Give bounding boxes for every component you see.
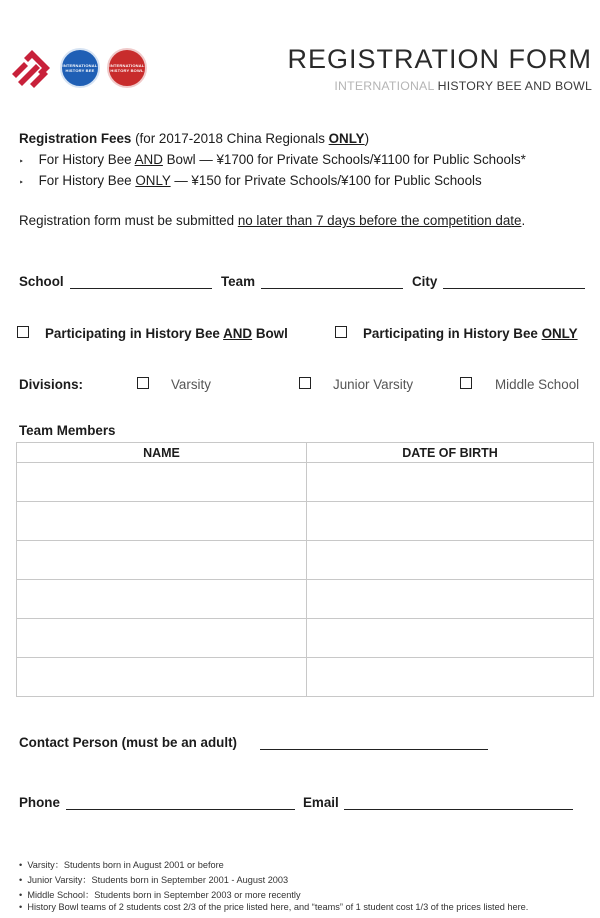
table-row <box>17 658 594 697</box>
contact-person-field[interactable] <box>260 749 488 750</box>
table-row <box>17 580 594 619</box>
name-cell[interactable] <box>17 463 307 502</box>
dob-cell[interactable] <box>307 580 594 619</box>
footnote-varsity: • Varsity：Students born in August 2001 or before <box>19 860 224 870</box>
team-members-heading: Team Members <box>19 423 116 438</box>
bullet-icon: ‣ <box>19 157 24 166</box>
table-row <box>17 541 594 580</box>
dob-cell[interactable] <box>307 619 594 658</box>
dob-cell[interactable] <box>307 541 594 580</box>
bee-and-bowl-checkbox[interactable] <box>17 326 29 338</box>
contact-person-label: Contact Person (must be an adult) <box>19 735 237 750</box>
varsity-label: Varsity <box>171 377 211 392</box>
table-row <box>17 463 594 502</box>
form-title: REGISTRATION FORM <box>287 44 592 74</box>
bee-only-checkbox[interactable] <box>335 326 347 338</box>
dob-cell[interactable] <box>307 463 594 502</box>
divisions-label: Divisions: <box>19 377 83 392</box>
phone-label: Phone <box>19 795 60 810</box>
team-members-table <box>16 442 594 697</box>
varsity-checkbox[interactable] <box>137 377 149 389</box>
bee-and-bowl-label: Participating in History Bee AND Bowl <box>45 326 288 341</box>
deadline-note: Registration form must be submitted no later than 7 days before the competition date. <box>19 213 526 228</box>
school-field[interactable] <box>70 288 212 289</box>
history-bee-seal: INTERNATIONAL HISTORY BEE <box>60 48 100 88</box>
name-cell[interactable] <box>17 541 307 580</box>
history-bowl-seal: INTERNATIONAL HISTORY BOWL <box>107 48 147 88</box>
junior-varsity-checkbox[interactable] <box>299 377 311 389</box>
fee-item-bee-and-bowl: ‣ For History Bee AND Bowl — ¥1700 for Private Schools/¥1100 for Public Schools* <box>19 152 526 167</box>
middle-school-label: Middle School <box>495 377 580 392</box>
dob-cell[interactable] <box>307 658 594 697</box>
name-column-header: NAME <box>17 443 307 463</box>
name-cell[interactable] <box>17 658 307 697</box>
city-field[interactable] <box>443 288 585 289</box>
team-label: Team <box>221 274 255 289</box>
phone-field[interactable] <box>66 809 295 810</box>
dob-column-header: DATE OF BIRTH <box>307 443 594 463</box>
table-row <box>17 619 594 658</box>
team-field[interactable] <box>261 288 403 289</box>
table-row <box>17 502 594 541</box>
email-field[interactable] <box>344 809 573 810</box>
footnote-junior-varsity: • Junior Varsity：Students born in September 2001 - August 2003 <box>19 875 289 885</box>
school-label: School <box>19 274 64 289</box>
city-label: City <box>412 274 438 289</box>
name-cell[interactable] <box>17 580 307 619</box>
middle-school-checkbox[interactable] <box>460 377 472 389</box>
table-header-row <box>17 443 594 463</box>
name-cell[interactable] <box>17 619 307 658</box>
bullet-icon: ‣ <box>19 178 24 187</box>
dob-cell[interactable] <box>307 502 594 541</box>
name-cell[interactable] <box>17 502 307 541</box>
fee-item-bee-only: ‣ For History Bee ONLY — ¥150 for Private Schools/¥100 for Public Schools <box>19 173 482 188</box>
fees-heading: Registration Fees (for 2017-2018 China Regionals ONLY) <box>19 131 370 146</box>
bee-only-label: Participating in History Bee ONLY <box>363 326 578 341</box>
footnote-bowl-pricing: • History Bowl teams of 2 students cost 2/3 of the price listed here, and “teams” of 1 student cost 1/3 of the prices listed here. <box>19 902 529 912</box>
form-subtitle: INTERNATIONAL HISTORY BEE AND BOWL <box>334 79 592 93</box>
email-label: Email <box>303 795 339 810</box>
ihbb-logo-icon <box>10 48 54 88</box>
junior-varsity-label: Junior Varsity <box>333 377 414 392</box>
footnote-middle-school: • Middle School：Students born in September 2003 or more recently <box>19 890 301 900</box>
